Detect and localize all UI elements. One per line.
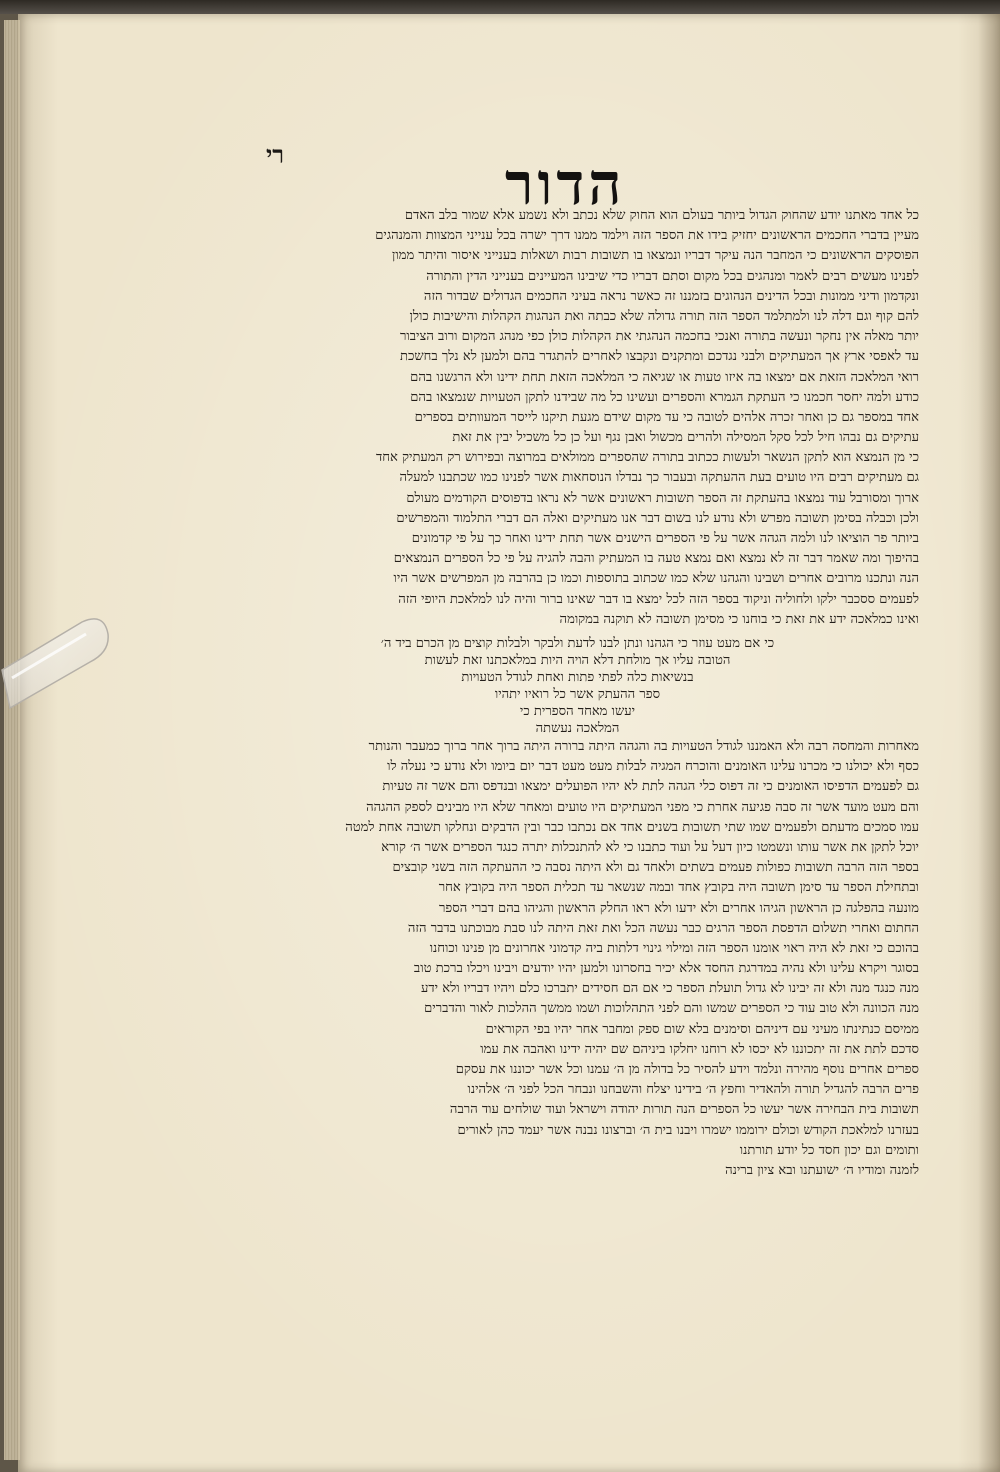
text-line: בהוכם כי זאת לא היה ראוי אומנו הספר הזה ומילוי גינוי דלתות ביה קדמוני אחרונים מן פנינו וכוחנו <box>429 940 919 956</box>
text-line: עתיקים גם נבהו חיל לכל סקל המסילה ולהרים מכשול ואבן נגף ועל כן כל משכיל יבין את זאת <box>452 430 919 446</box>
plastic-tab-marker <box>0 608 110 726</box>
text-line: מנה כנגד מנה ולא זה יבינו לא גדול תועלת הספר כי אם הם חסידים יתברכו כלם ויהיו דבריו ולא ידע <box>420 981 919 997</box>
text-line: גם מעתיקים רבים היו טועים בעת ההעתקה ובעבור כך נבדלו הנוסחאות אשר לפנינו כמו שכתבנו למעלה <box>399 470 919 486</box>
text-line: ולכן וכבלה בסימן תשובה מפרש ולא נודע לנו בשום דבר אנו מעתיקים ואלה הם דברי התלמוד והמפרשים <box>396 510 919 526</box>
centered-line: כי אם מעט עוזר כי הגהנו ונתן לבנו לדעת ולבקר ולבלות קוצים מן הכרם ביד ה׳ <box>380 636 775 651</box>
text-line: ובתחילת הספר עד סימן תשובה היה בקובץ אחד ובמה שנשאר עד תכלית הספר היה בקובץ אחר <box>438 880 919 896</box>
text-line: עמו סמכים מדעתם ולפעמים שמו שתי תשובות בשנים אחד אם נכתבו כבר ובין הדבקים ונחלקו תשובה אחת למטה <box>345 819 919 835</box>
text-line: ממיסם כנתינתו מעיני עם דיניהם וסימנים בלא שום ספק ומחבר אחר יהיו בפי הקוראים <box>485 1021 919 1037</box>
text-line: ותומים וגם יכון חסד כל יודע תורתנו <box>739 1142 919 1158</box>
centered-line: הטובה עליו אך מולחת דלא הויה היות במלאכתנו זאת לעשות <box>424 653 731 668</box>
text-line: לזמנה ומודיו ה׳ ישועתנו ובא ציון ברינה <box>725 1162 919 1178</box>
text-line: ונקדמון ודיני ממונות ובכל הדינים הנהוגים בזמננו זה כאשר נראה בעיני החכמים הגדולים שבדור הזה <box>423 288 919 304</box>
opening-paragraph <box>236 206 919 630</box>
text-line: יוכל לתקן את אשר עותו ונשמטו כיון דעל על ועוד כתבנו כי לא להתנכלות יתרה כנגד הספרים אשר ה׳ קורא <box>381 839 919 855</box>
text-line: יותר מאלה אין נחקר ונעשה בתורה ואנכי בחכמה הנהגתי את הקהלות כולן כפי מנהג המקום ורוב הציבור <box>399 329 919 345</box>
text-line: בעזרנו למלאכת הקודש וכולם ירוממו ישמרו ויבנו בית ה׳ וברצונו נבנה אשר יעמד כהן לאורים <box>457 1122 919 1138</box>
text-line: לפנינו מעשים רבים לאמר ומנהגים בכל מקום וסתם דבריו כדי שיבינו המעיינים בענייני הדין והתורה <box>426 268 919 284</box>
text-line: סדכם לתת את זה יתכוננו לא יכסו לא רוחנו יחלקו ביניהם שם יהיה ידינו ואהבה את עמו <box>480 1041 919 1057</box>
text-line: בספר הזה הרבה תשובות כפולות פעמים בשתים ולאחד גם ולא היתה נסבה כי ההעתקה הזה בשני קובצים <box>392 860 919 876</box>
text-line: תשובות בית הבחירה אשר יעשו כל הספרים הנה תורות יהודה וישראל ועוד שולחים עוד הרבה <box>449 1102 919 1118</box>
text-line: הנה ונתכנו מרובים אחרים ושבינו והגהנו שלא כמו שכתוב בתוספות וכמו כן בהרבה מן המפרשים אשר היו <box>393 571 919 587</box>
text-line: רואי המלאכה הזאת אם ימצאו בה איזו טעות או שגיאה כי המלאכה הזאת תחת ידינו ולא הרגשנו בהם <box>410 369 919 385</box>
text-line: עד לאפסי ארץ אך המעתיקים ולבני נגדכם ומתקנים ונקבצו לאחרים להתגדר בהם ולמען לא נלך בחשכת <box>400 349 919 365</box>
centered-line: המלאכה נעשתה <box>535 721 620 736</box>
text-line: ספרים אחרים נוסף מהירה ונלמד וידע להסיר כל בדולה מן ה׳ עמנו וכל אשר יכוננו את עסקם <box>455 1062 919 1077</box>
text-line: כל אחד מאתנו יודע שהחוק הגדול ביותר בעולם הוא החוק שלא נכתב ולא נשמע אלא שמור בלב האדם <box>404 208 919 223</box>
closing-paragraph <box>236 737 919 1181</box>
centered-line: ספר ההעתק אשר כל רואיו יתהיו <box>494 687 661 702</box>
centered-line: יעשו מאחד הספרית כי <box>519 704 636 719</box>
page-shadow <box>978 14 1000 1472</box>
folio-number: רי <box>266 140 285 169</box>
centered-line: בנשיאות כלה לפתי פתות ואחת לגודל הטעויות <box>461 670 694 685</box>
text-line: פרים הרבה להגדיל תורה ולהאדיר וחפץ ה׳ בידינו יצלח והשבחנו ונבחר הכל לפני ה׳ אלהינו <box>467 1082 919 1098</box>
text-line: בסוגר ויקרא עלינו ולא נהיה במדרגת החסד אלא יכיר בחסרונו ולמען יהיו יודעים ויבינו ויכלו ברכת טוב <box>413 961 919 977</box>
text-line: מעיין בדברי החכמים הראשונים יחזיק בידו את הספר הזה וילמד ממנו דרך ישרה בכל ענייני המצוות והמנהגים <box>375 228 919 244</box>
text-line: מנה הכוונה ולא טוב עוד כי הספרים שמשו והם לפני התהלוכות ושמו ממשך ההלכות לאור והדברים <box>424 1001 919 1017</box>
text-line: והם מעט מועד אשר זה סבה פגיעה אחרת כי מפני המעתיקים היו טועים ומאחר שלא היו מבינים לספק ההגהה <box>366 799 919 815</box>
text-line: הפוסקים הראשונים כי המחבר הנה עיקר דבריו ונמצאו בו תשובות רבות ושאלות בענייני איסור והיתר ממון <box>392 248 919 264</box>
text-line: מונעה בהפלגה כן הראשון הגיהו אחרים ולא ידעו ולא ראו החלק הראשון והגיהו בהם דברי הספר <box>438 900 919 916</box>
text-line: להם קוף וגם דלה לנו ולמתלמד הספר הזה תורה גדולה שלא כבתה ואת הנהגות הקהלות והישיבות כולן <box>409 308 919 324</box>
text-line: לפעמים ססכבר ילקו ולחוליה וניקוד בספר הזה לכל ימצא בו דבר שאינו ברור והיה לנו למלאכת היופי הזה <box>398 591 919 607</box>
page-stack-edges <box>4 20 20 1460</box>
text-line: גם לפעמים הדפיסו האומנים כי זה דפוס כלי הגהה לתת לא יהיו הפועלים ימצאו ובנדפס והם אשר זה טעיות <box>382 779 919 795</box>
text-line: ביותר פר הוציאו לנו ולמה הגהה אשר על פי הספרים הישנים אשר תחת ידינו ואחר כך על פי קדמונים <box>411 531 919 546</box>
text-line: החתום ואחרי תשלום הדפסת הספר הרגים כבר נעשה הכל ואת זאת היתה לנו סבת מבוכתנו בדבר הזה <box>407 920 919 936</box>
text-line: אחד במספר גם כן ואחר זכרה אלהים לטובה כי עד מקום שידם מגעת תיקנו לייסר המעוותים בספרים <box>414 409 919 425</box>
text-line: ואינו כמלאכה ידע את זאת כי בוחנו כי מסימן תשובה לא תוקנה במקומה <box>559 611 919 627</box>
text-line: כודע ולמה יחסר חכמנו כי העתקת הגמרא והספרים ועשינו כל מה שבידנו לתקן הטעויות שנמצאו בהם <box>410 389 919 405</box>
text-line: מאחרות והמחסה רבה ולא האמננו לגודל הטעויות בה והגהה היתה ברורה היתה ברוך אחר ברוך כמעבר והנותר <box>368 739 919 754</box>
text-line: בהיפוך ומה שאמר דבר זה לא נמצא ואם נמצא טעה בו המעתיק והבה להגיה על פי כל הספרים הנמצאים <box>393 551 919 567</box>
text-line: ארוך ומסורבל עוד נמצאו בהעתקת זה הספר תשובות ראשונים אשר לא נראו בדפוסים הקודמים מעולם <box>406 490 919 506</box>
page-title: הדור <box>505 150 626 218</box>
text-line: כסף ולא יכולנו כי מכרנו עלינו האומנים והוכרח המגיה לבלות מעט מעט דבר יום ביומו ולא נודע כי נעלה לו <box>387 759 919 775</box>
scan-border <box>0 0 1000 14</box>
text-line: כי מן הנמצא הוא לתקן הנשאר ולעשות ככתוב בתורה שהספרים ממולאים במרוצה ובפירוש רק המעתיק אחד <box>375 450 919 466</box>
